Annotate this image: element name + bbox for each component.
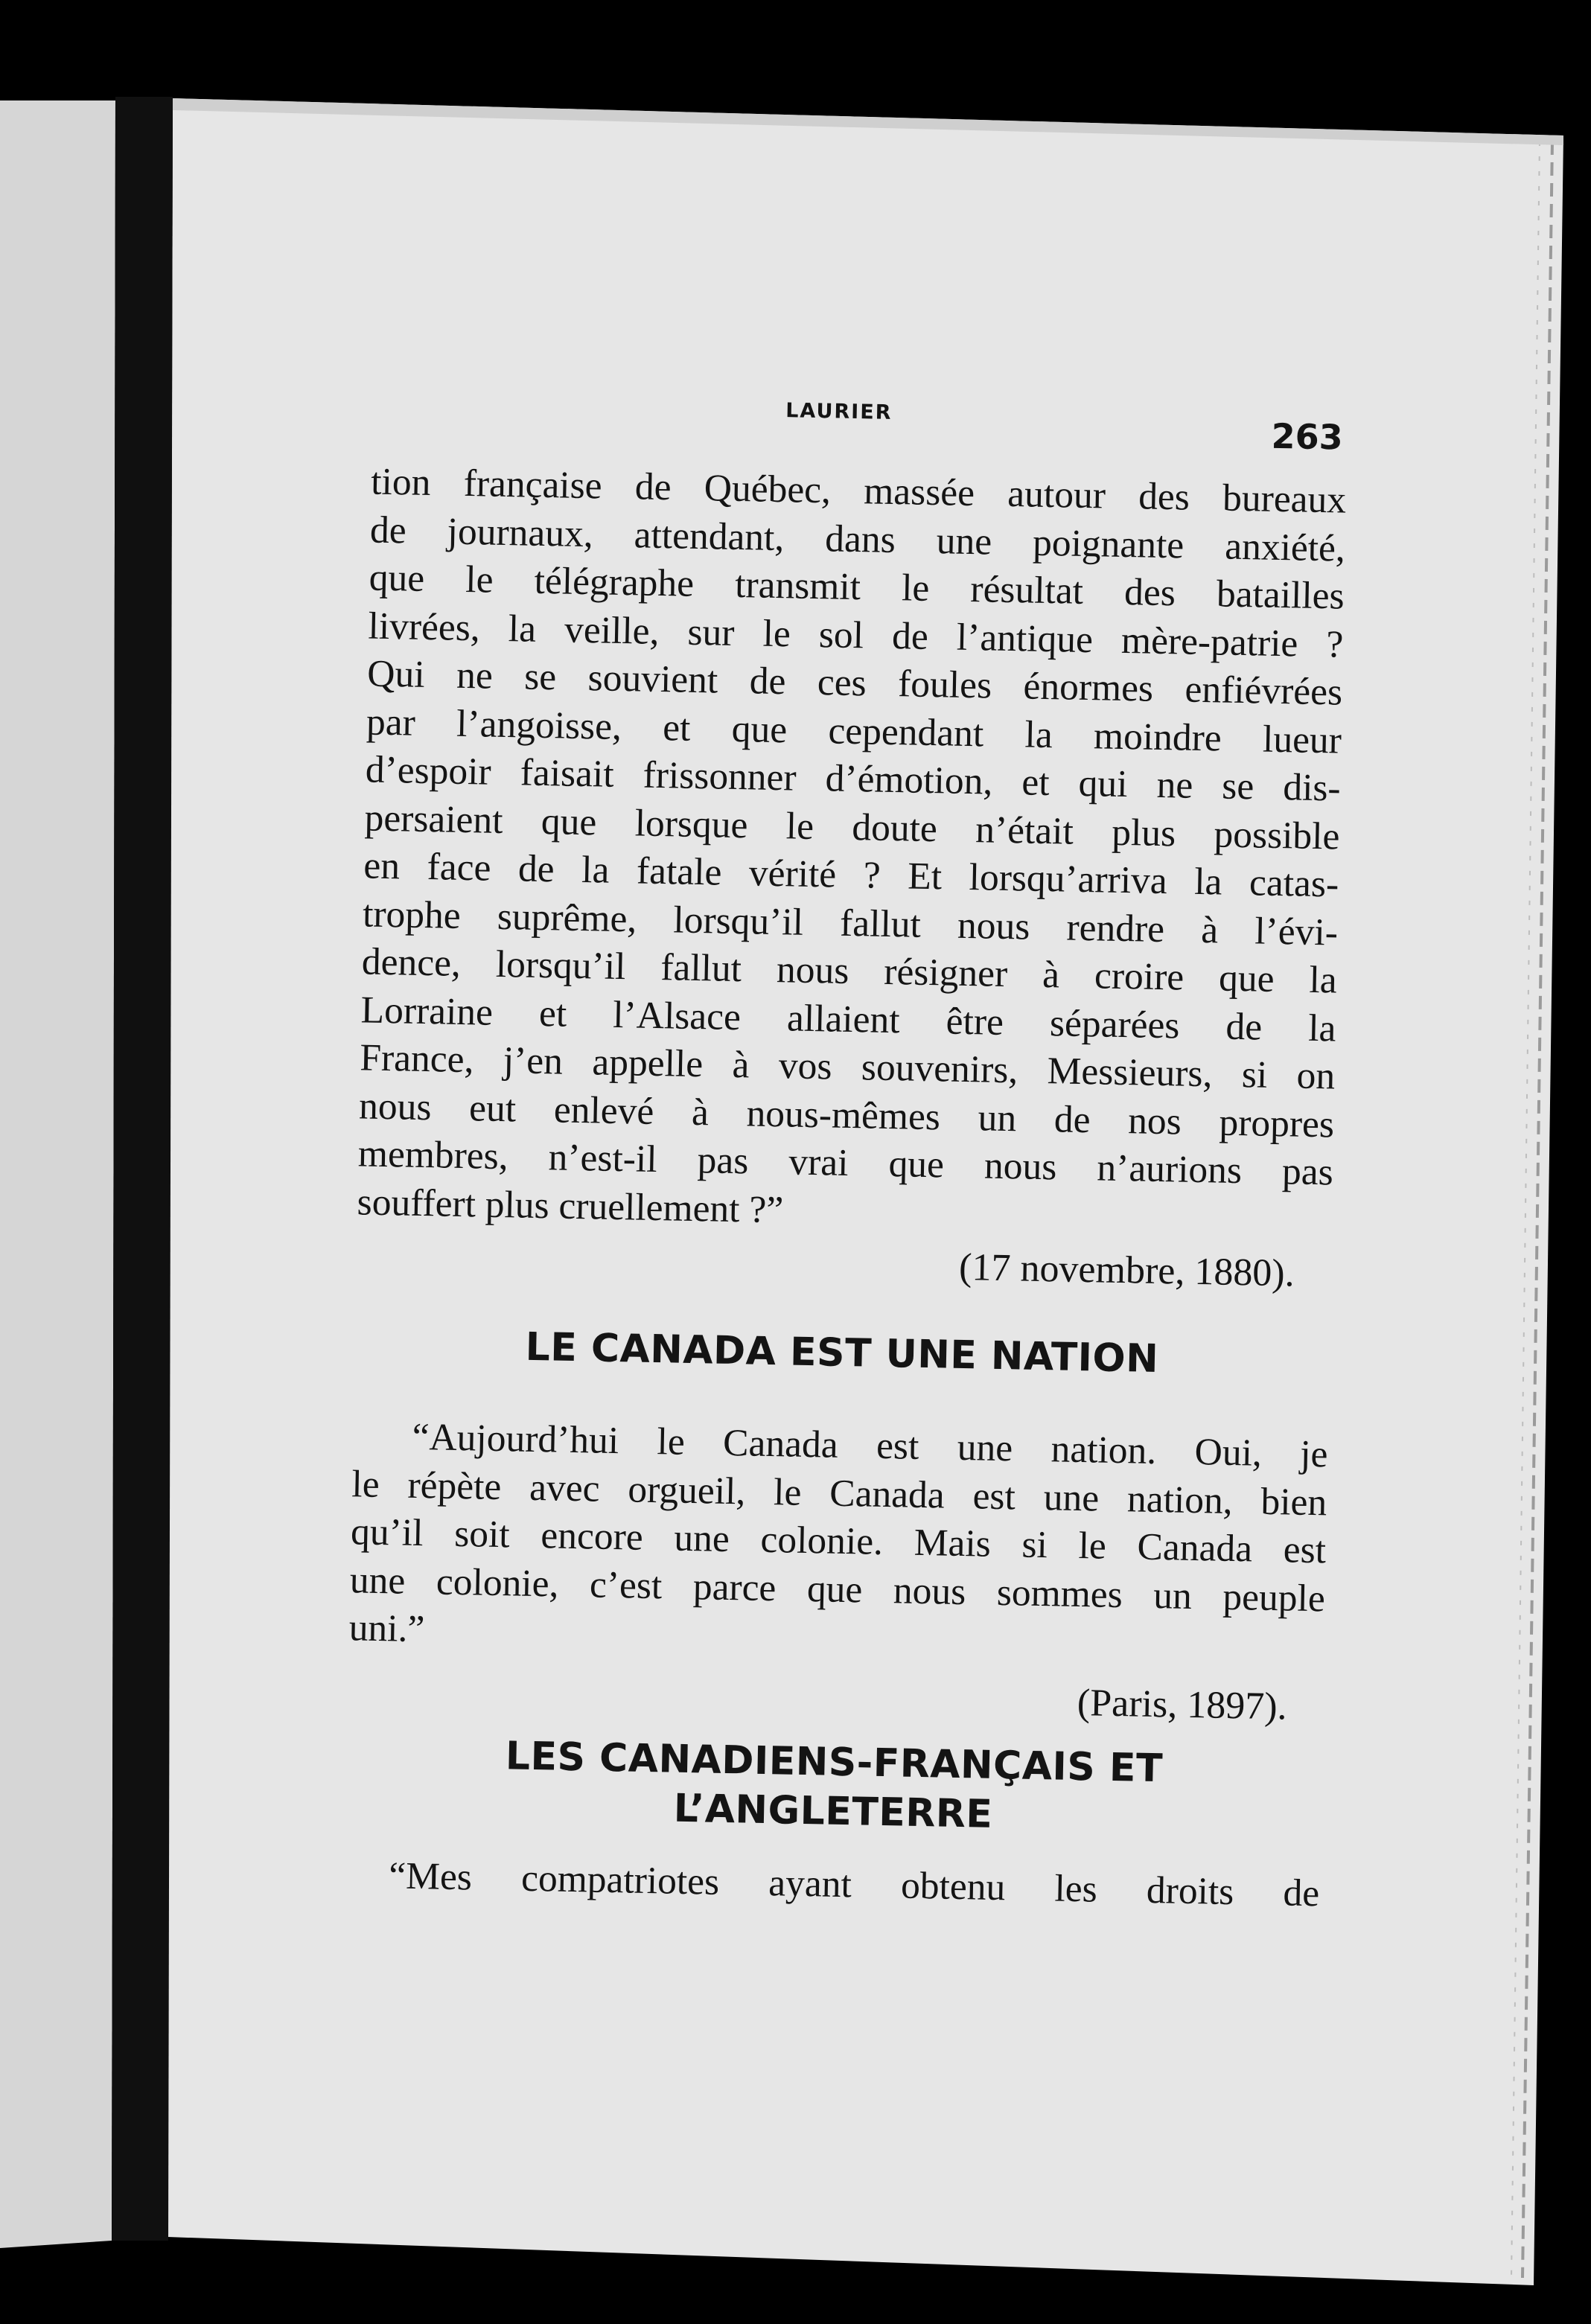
attribution-1: (17 novembre, 1880). (958, 1245, 1295, 1295)
text-line: d’espoir faisait frissonner d’émotion, et qui ne se dis- (365, 748, 1342, 810)
text-line: par l’angoisse, et que cependant la moindre lueur (366, 700, 1342, 762)
heading-line: L’ANGLETERRE (673, 1786, 993, 1837)
attribution-2: (Paris, 1897). (1077, 1682, 1288, 1728)
text-line: Qui ne se souvient de ces foules énormes enfiévrées (366, 652, 1343, 714)
text-line: une colonie, c’est parce que nous sommes un peuple (349, 1558, 1326, 1620)
text-line: France, j’en appelle à vos souvenirs, Messieurs, si on (359, 1036, 1336, 1098)
text-line: trophe suprême, lorsqu’il fallut nous rendre à l’évi- (362, 892, 1339, 954)
passage-1 (357, 459, 1347, 1245)
text-line: “Mes compatriotes ayant obtenu les droits de (388, 1854, 1320, 1915)
text-line: livrées, la veille, sur le sol de l’antique mère-patrie ? (368, 604, 1344, 666)
text-line: Lorraine et l’Alsace allaient être séparées de la (360, 988, 1337, 1050)
section-heading-canadiens-francais (345, 1728, 1322, 1845)
page-number: 263 (1271, 415, 1344, 458)
text-line: tion française de Québec, massée autour des bureaux (370, 460, 1347, 522)
text-line: le répète avec orgueil, le Canada est une nation, bien (351, 1462, 1327, 1524)
text-line: que le télégraphe transmit le résultat des batailles (369, 556, 1345, 618)
left-page-edge (0, 100, 115, 2248)
running-head: LAURIER (785, 399, 893, 424)
book-page (142, 0, 1549, 2324)
text-line: en face de la fatale vérité ? Et lorsqu’arriva la catas- (363, 844, 1339, 906)
text-line: qu’il soit encore une colonie. Mais si le Canada est (350, 1510, 1327, 1572)
text-line: nous eut enlevé à nous-mêmes un de nos propres (358, 1084, 1335, 1146)
text-line-last: uni.” (348, 1606, 425, 1651)
text-line: membres, n’est-il pas vrai que nous n’aurions pas (357, 1132, 1334, 1194)
text-line: de journaux, attendant, dans une poignante anxiété, (369, 508, 1346, 570)
text-line: “Aujourd’hui le Canada est une nation. Oui, je (412, 1415, 1329, 1476)
text-line: persaient que lorsque le doute n’était plus possible (364, 796, 1340, 858)
text-line-last: souffert plus cruellement ?” (357, 1180, 784, 1231)
heading-line: LES CANADIENS-FRANÇAIS ET (505, 1734, 1164, 1792)
passage-2 (348, 1412, 1328, 1671)
passage-3 (344, 1851, 1320, 1918)
section-heading-canada-nation: LE CANADA EST UNE NATION (525, 1324, 1159, 1382)
text-line: dence, lorsqu’il fallut nous résigner à croire que la (361, 940, 1338, 1002)
